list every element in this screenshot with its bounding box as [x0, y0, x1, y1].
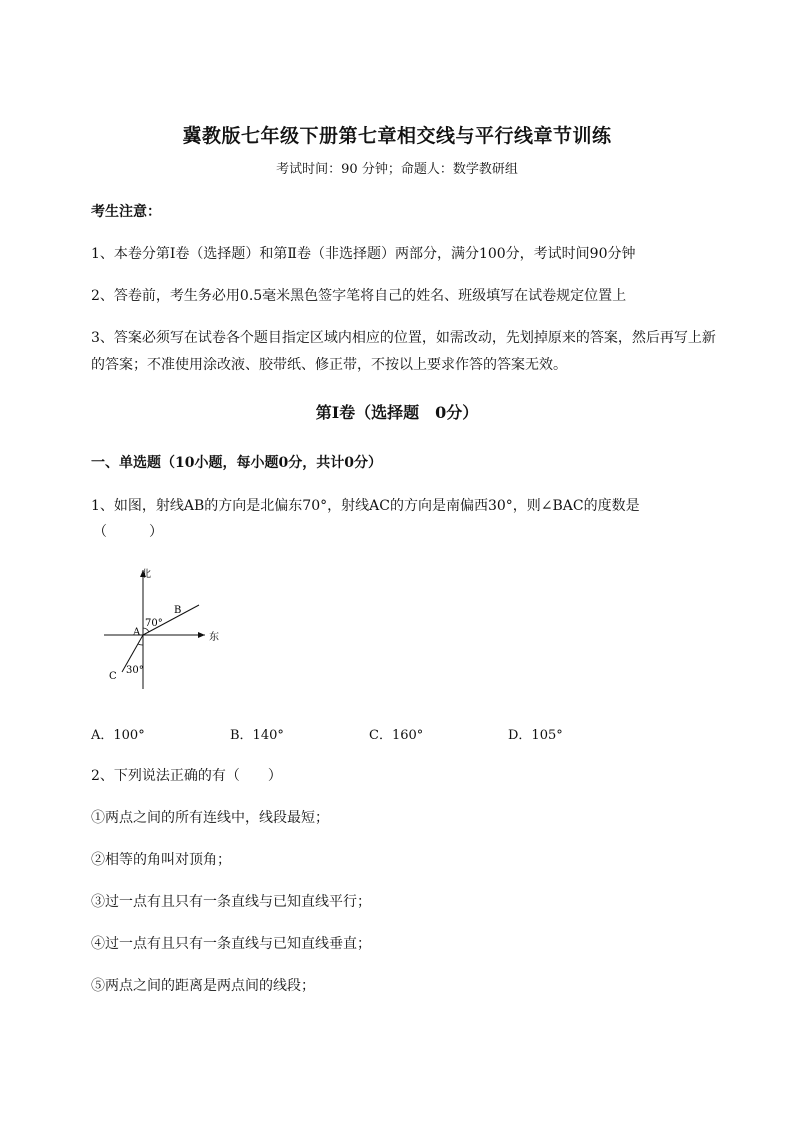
statement-1: ①两点之间的所有连线中，线段最短； [91, 810, 329, 826]
statement-5: ⑤两点之间的距离是两点间的线段； [91, 978, 315, 994]
angle-30-label: 30° [126, 665, 144, 676]
question-1-blank: （ ） [93, 524, 163, 540]
notice-item-2: 2、答卷前，考生务必用0.5毫米黑色签字笔将自己的姓名、班级填写在试卷规定位置上 [91, 288, 627, 304]
option-c: C．160° [369, 728, 424, 743]
statement-4: ④过一点有且只有一条直线与已知直线垂直； [91, 936, 371, 952]
notice-item-3: 3、答案必须写在试卷各个题目指定区域内相应的位置，如需改动，先划掉原来的答案，然后再写上新 [91, 330, 716, 346]
point-b-label: B [174, 605, 182, 616]
option-a: A．100° [91, 728, 145, 743]
statement-3: ③过一点有且只有一条直线与已知直线平行； [91, 894, 371, 910]
notice-item-1: 1、本卷分第Ⅰ卷（选择题）和第Ⅱ卷（非选择题）两部分，满分100分，考试时间90分钟 [91, 246, 636, 262]
point-a-label: A [133, 627, 141, 638]
question-2-text: 2、下列说法正确的有（ ） [91, 768, 282, 784]
north-label: 北 [141, 569, 151, 580]
notice-heading: 考生注意： [91, 204, 161, 220]
question-1-text: 1、如图，射线AB的方向是北偏东70°，射线AC的方向是南偏西30°，则∠BAC的度数是 [91, 498, 640, 514]
section-title: 第Ⅰ卷（选择题 0分） [315, 403, 479, 422]
angle-30-arc [138, 644, 143, 645]
exam-info: 考试时间：90 分钟；命题人：数学教研组 [276, 162, 518, 177]
option-d: D．105° [508, 728, 563, 743]
part-heading: 一、单选题（10小题，每小题0分，共计0分） [91, 455, 382, 471]
notice-item-3-cont: 的答案；不准使用涂改液、胶带纸、修正带，不按以上要求作答的答案无效。 [91, 357, 567, 373]
angle-70-label: 70° [145, 618, 163, 629]
page-title: 冀教版七年级下册第七章相交线与平行线章节训练 [182, 125, 612, 147]
direction-figure [95, 560, 235, 695]
east-label: 东 [209, 632, 219, 643]
option-b: B．140° [230, 728, 284, 743]
statement-2: ②相等的角叫对顶角； [91, 852, 231, 868]
point-c-label: C [109, 671, 117, 682]
